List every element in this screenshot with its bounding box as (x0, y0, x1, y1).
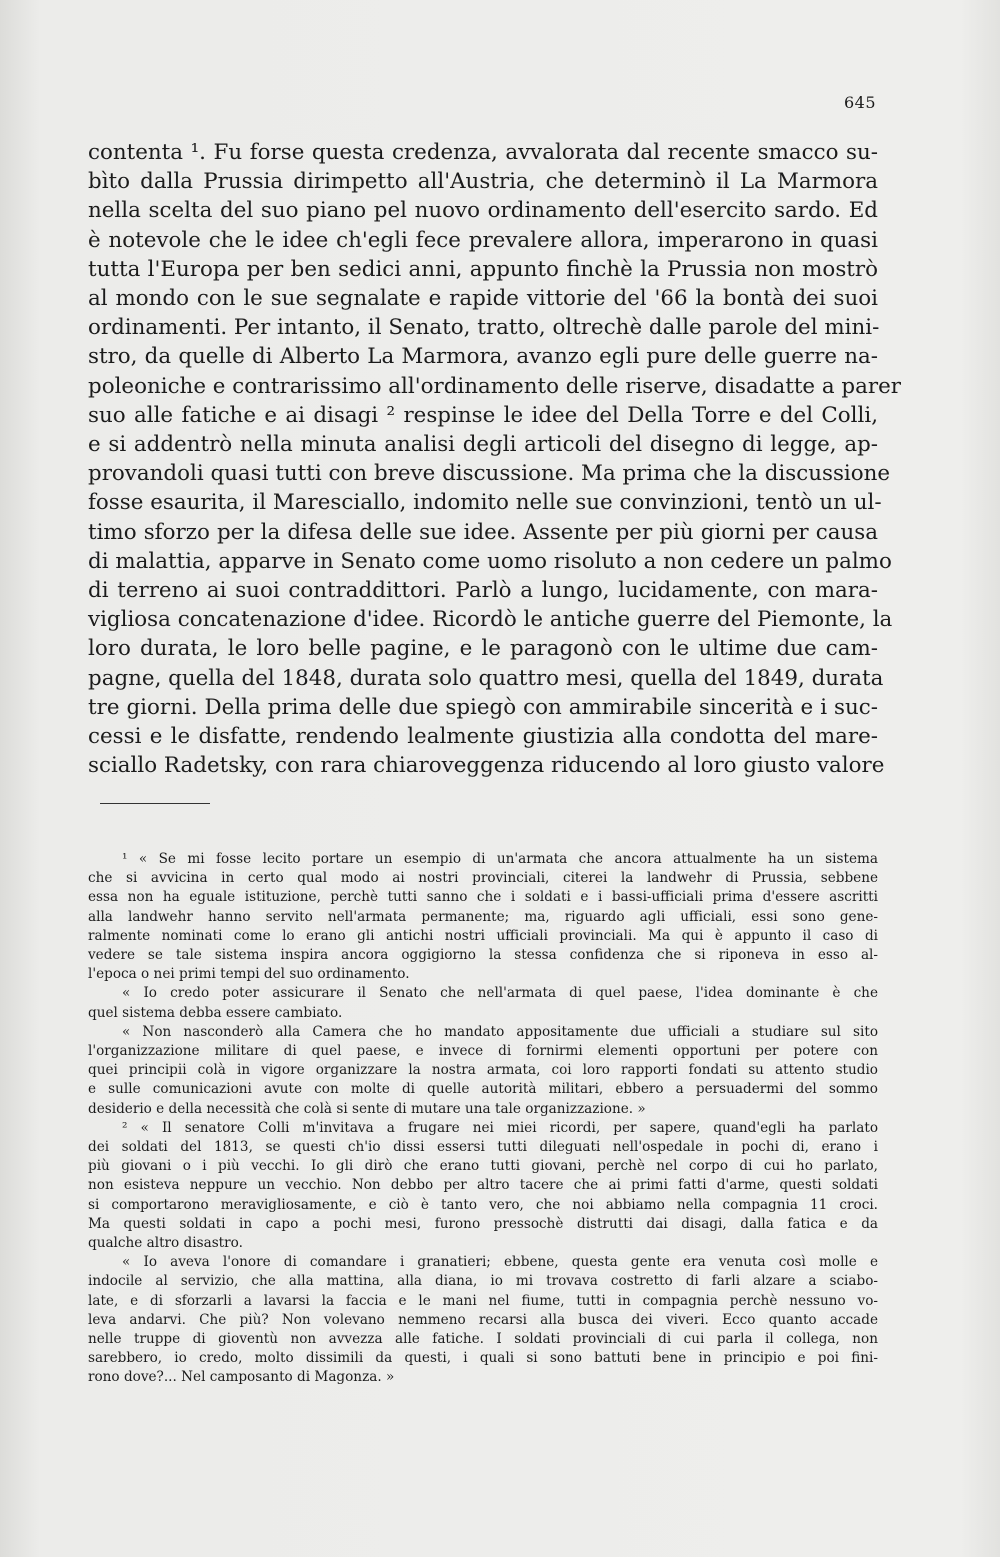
main-text-line: fosse esaurita, il Maresciallo, indomito nelle sue convinzioni, tentò un ul- (88, 490, 882, 516)
footnote-line: l'epoca o nei primi tempi del suo ordinamento. (88, 966, 410, 983)
footnote-line: che si avvicina in certo qual modo ai nostri provinciali, citerei la landwehr di Prussia, sebbene (88, 870, 878, 887)
footnote-line: nelle truppe di gioventù non avvezza alle fatiche. I soldati provinciali di cui parla il collega, non (88, 1331, 878, 1348)
main-text-line: nella scelta del suo piano pel nuovo ordinamento dell'esercito sardo. Ed (88, 198, 878, 224)
main-text-line: sciallo Radetsky, con rara chiaroveggenza riducendo al loro giusto valore (88, 753, 885, 779)
main-text-line: suo alle fatiche e ai disagi ² respinse le idee del Della Torre e del Colli, (88, 402, 878, 428)
footnote-line: « Io credo poter assicurare il Senato che nell'armata di quel paese, l'idea dominante è che (122, 985, 878, 1002)
footnote-line: indocile al servizio, che alla mattina, alla diana, io mi trovava costretto di farli alzare a sciabo- (88, 1273, 878, 1290)
footnote-line: rono dove?... Nel camposanto di Magonza. » (88, 1369, 395, 1386)
main-text-line: cessi e le disfatte, rendendo lealmente giustizia alla condotta del mare- (88, 724, 878, 750)
footnote-line: dei soldati del 1813, se questi ch'io dissi essersi tutti dileguati nell'ospedale in pochi di, erano i (88, 1139, 878, 1156)
main-text-body (88, 138, 901, 780)
main-text-line: tutta l'Europa per ben sedici anni, appunto finchè la Prussia non mostrò (88, 256, 878, 282)
footnote-line: « Non nasconderò alla Camera che ho mandato appositamente due ufficiali a studiare sul sito (122, 1023, 878, 1040)
footnotes-block (88, 850, 878, 1388)
footnote-line: late, e di sforzarli a lavarsi la faccia e le mani nel fiume, tutti in compagnia perchè nessuno vo- (88, 1292, 878, 1309)
main-text-line: pagne, quella del 1848, durata solo quattro mesi, quella del 1849, durata (88, 665, 884, 691)
page-number: 645 (843, 93, 876, 112)
main-text-line: stro, da quelle di Alberto La Marmora, avanzo egli pure delle guerre na- (88, 344, 878, 370)
footnote-line: l'organizzazione militare di quel paese, e invece di fornirmi elementi opportuni per potere con (88, 1043, 878, 1060)
footnote-line: Ma questi soldati in capo a pochi mesi, furono pressochè distrutti dai disagi, dalla fatica e da (88, 1215, 878, 1232)
footnote-line: vedere se tale sistema inspira ancora oggigiorno la stessa confidenza che si riponeva in esso al- (88, 947, 878, 964)
main-text-line: e si addentrò nella minuta analisi degli articoli del disegno di legge, ap- (88, 432, 878, 458)
footnote-line: alla landwehr hanno servito nell'armata permanente; ma, riguardo agli ufficiali, essi sono gene- (88, 908, 878, 925)
main-text-line: contenta ¹. Fu forse questa credenza, avvalorata dal recente smacco su- (88, 140, 878, 165)
main-text-line: loro durata, le loro belle pagine, e le paragonò con le ultime due cam- (88, 636, 878, 662)
main-text-line: ordinamenti. Per intanto, il Senato, tratto, oltrechè dalle parole del mini- (88, 315, 880, 341)
footnote-separator (100, 803, 210, 804)
footnote-line: ² « Il senatore Colli m'invitava a frugare nei miei ricordi, per sapere, quand'egli ha parlato (122, 1119, 878, 1136)
footnote-line: e sulle comunicazioni avute con molte di quelle autorità militari, ebbero a persuadermi del sommo (88, 1081, 878, 1098)
footnote-line: « Io aveva l'onore di comandare i granatieri; ebbene, questa gente era venuta così molle e (122, 1254, 878, 1271)
footnote-line: desiderio e della necessità che colà si sente di mutare una tale organizzazione. » (88, 1100, 646, 1117)
main-text-line: timo sforzo per la difesa delle sue idee. Assente per più giorni per causa (88, 519, 878, 545)
footnote-line: essa non ha eguale istituzione, perchè tutti sanno che i soldati e i bassi-ufficiali prima d'essere ascritti (88, 889, 878, 906)
footnote-line: più giovani o i più vecchi. Io gli dirò che erano tutti giovani, perchè nel corpo di cui ho parlato, (88, 1158, 878, 1175)
footnote-line: quel sistema debba essere cambiato. (88, 1004, 343, 1021)
footnote-line: quei principii colà in vigore organizzare la nostra armata, coi loro rapporti fondati su attento studio (88, 1062, 878, 1079)
footnote-line: qualche altro disastro. (88, 1235, 243, 1252)
footnote-line: ralmente nominati come lo erano gli antichi nostri ufficiali provinciali. Ma qui è appunto il caso di (88, 927, 878, 944)
main-text-line: poleoniche e contrarissimo all'ordinamento delle riserve, disadatte a parer (88, 373, 901, 399)
footnote-line: non esisteva neppure un vecchio. Non debbo per altro tacere che ai primi fatti d'arme, questi soldati (88, 1177, 878, 1194)
main-text-line: di terreno ai suoi contraddittori. Parlò a lungo, lucidamente, con mara- (88, 578, 878, 604)
footnote-line: si comportarono meravigliosamente, e ciò è tanto vero, che noi abbiamo nella compagnia 11 croci. (88, 1196, 878, 1213)
main-text-line: bìto dalla Prussia dirimpetto all'Austria, che determinò il La Marmora (88, 169, 878, 195)
footnote-line: leva andarvi. Che più? Non volevano nemmeno recarsi alla busca dei viveri. Ecco quanto accade (88, 1311, 878, 1328)
main-text-line: al mondo con le sue segnalate e rapide vittorie del '66 la bontà dei suoi (88, 286, 878, 312)
main-text-line: provandoli quasi tutti con breve discussione. Ma prima che la discussione (88, 461, 891, 487)
main-text-line: tre giorni. Della prima delle due spiegò con ammirabile sincerità e i suc- (88, 694, 878, 720)
footnote-line: ¹ « Se mi fosse lecito portare un esempio di un'armata che ancora attualmente ha un sistema (122, 851, 878, 867)
main-text-line: vigliosa concatenazione d'idee. Ricordò le antiche guerre del Piemonte, la (88, 607, 893, 633)
main-text-line: è notevole che le idee ch'egli fece prevalere allora, imperarono in quasi (88, 227, 878, 253)
main-text-line: di malattia, apparve in Senato come uomo risoluto a non cedere un palmo (88, 548, 892, 574)
footnote-line: sarebbero, io credo, molto dissimili da questi, i quali si sono battuti bene in principio e poi fini- (88, 1350, 878, 1367)
